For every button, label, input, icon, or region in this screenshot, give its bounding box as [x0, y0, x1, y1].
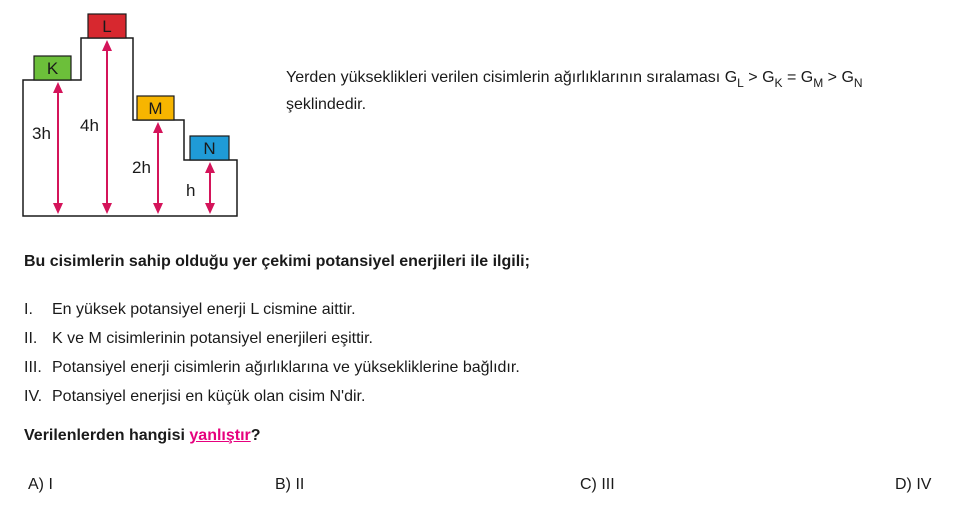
list-item: IV. Potansiyel enerjisi en küçük olan cisim N'dir.: [24, 388, 366, 405]
height-label-l: 4h: [80, 116, 99, 135]
question-prompt: Verilenlerden hangisi yanlıştır?: [24, 427, 261, 444]
list-item: II. K ve M cisimlerinin potansiyel enerjileri eşittir.: [24, 330, 373, 347]
list-item: III. Potansiyel enerji cisimlerin ağırlıklarına ve yüksekliklerine bağlıdır.: [24, 359, 520, 376]
wrong-highlight: yanlıştır: [189, 427, 251, 444]
option-c[interactable]: C) III: [580, 476, 615, 493]
staircase-figure: [0, 0, 260, 230]
option-a[interactable]: A) I: [28, 476, 53, 493]
question-intro: Bu cisimlerin sahip olduğu yer çekimi potansiyel enerjileri ile ilgili;: [24, 253, 530, 270]
box-m-label: M: [148, 99, 163, 118]
statement-list: [24, 295, 520, 411]
box-n-label: N: [203, 139, 216, 158]
option-d[interactable]: D) IV: [895, 476, 932, 493]
weight-order-statement: [286, 64, 946, 118]
statement-line-1: Yerden yükseklikleri verilen cisimlerin ağırlıklarının sıralaması $G_L > G_K = G_M > G_N$: [286, 69, 863, 90]
statement-line-2: şeklindedir.: [286, 96, 367, 113]
height-label-m: 2h: [132, 158, 151, 177]
box-k-label: K: [46, 59, 59, 78]
list-item: I. En yüksek potansiyel enerji L cismine aittir.: [24, 301, 356, 318]
option-b[interactable]: B) II: [275, 476, 305, 493]
height-label-k: 3h: [32, 124, 51, 143]
box-l-label: L: [102, 17, 112, 36]
height-label-n: h: [186, 181, 196, 200]
